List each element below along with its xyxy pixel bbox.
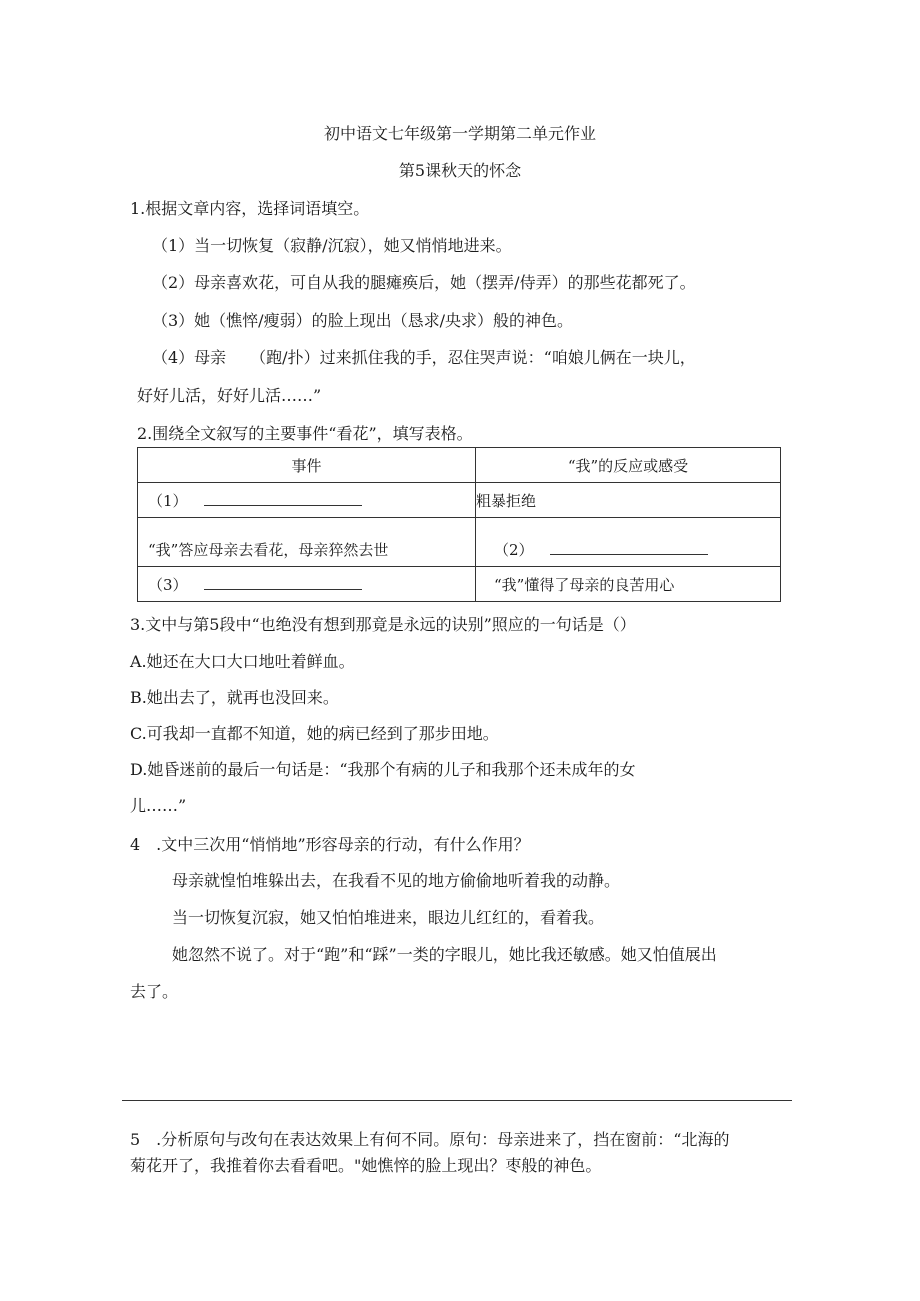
q3-option-d: D.她昏迷前的最后一句话是：“我那个有病的儿子和我那个还未成年的女 [130,760,636,779]
q3-option-a: A.她还在大口大口地吐着鲜血。 [130,652,355,671]
answer-blank[interactable] [204,491,362,506]
q2-prompt: 2.围绕全文叙写的主要事件“看花”，填写表格。 [137,424,473,443]
q4-prompt: 4 .文中三次用“悄悄地”形容母亲的行动，有什么作用？ [130,835,530,854]
q5-prompt: 5 .分析原句与改句在表达效果上有何不同。原句：母亲进来了，挡在窗前：“北海的 [130,1130,730,1149]
table-cell-event [138,567,476,602]
table-header-event: 事件 [138,448,476,483]
lesson-subtitle: 第5课秋天的怀念 [398,161,522,180]
q3-prompt: 3.文中与第5段中“也绝没有想到那竟是永远的诀别”照应的一句话是（） [130,615,636,634]
document-title: 初中语文七年级第一学期第二单元作业 [323,124,596,143]
q4-quote-line: 她忽然不说了。对于“跑”和“踩”一类的字眼儿，她比我还敏感。她又怕值展出 [172,945,717,964]
table-row [138,483,781,518]
answer-blank[interactable] [204,575,362,590]
q1-item: （4）母亲 （跑/扑）过来抓住我的手，忍住哭声说：“咱娘儿俩在一块儿， [152,348,696,367]
event-table [137,447,781,602]
answer-line [122,1100,792,1101]
cell-text: （1） [148,491,188,510]
q1-item: （1）当一切恢复（寂静/沉寂），她又悄悄地进来。 [152,236,512,255]
cell-text: （2） [494,540,534,559]
answer-blank[interactable] [550,540,708,555]
table-row [138,518,781,567]
table-cell-event [138,483,476,518]
q4-quote-line: 母亲就惶怕堆躲出去，在我看不见的地方偷偷地听着我的动静。 [172,871,621,890]
table-header-reaction: “我”的反应或感受 [476,448,781,483]
q3-option-b: B.她出去了，就再也没回来。 [130,688,339,707]
cell-text: （3） [148,575,188,594]
q4-quote-line: 当一切恢复沉寂，她又怕怕堆进来，眼边儿红红的，看着我。 [172,908,605,927]
q1-item-continued: 好好儿活，好好儿活……” [137,386,322,405]
q3-option-c: C.可我却一直都不知道，她的病已经到了那步田地。 [130,724,499,743]
table-cell-reaction: 粗暴拒绝 [476,483,781,518]
q1-item: （2）母亲喜欢花，可自从我的腿瘫痪后，她（摆弄/侍弄）的那些花都死了。 [152,273,696,292]
table-cell-event: “我”答应母亲去看花，母亲猝然去世 [138,518,476,567]
q3-option-d-continued: 儿……” [130,796,187,815]
table-cell-reaction: “我”懂得了母亲的良苦用心 [476,567,781,602]
q5-prompt-continued: 菊花开了，我推着你去看看吧。"她憔悴的脸上现出？枣般的神色。 [130,1156,602,1175]
table-row [138,567,781,602]
q1-prompt: 1.根据文章内容，选择词语填空。 [130,199,370,218]
q4-quote-line: 去了。 [130,982,179,1001]
table-header-row [138,448,781,483]
table-cell-reaction [476,518,781,567]
q1-item: （3）她（憔悴/瘦弱）的脸上现出（恳求/央求）般的神色。 [152,311,573,330]
